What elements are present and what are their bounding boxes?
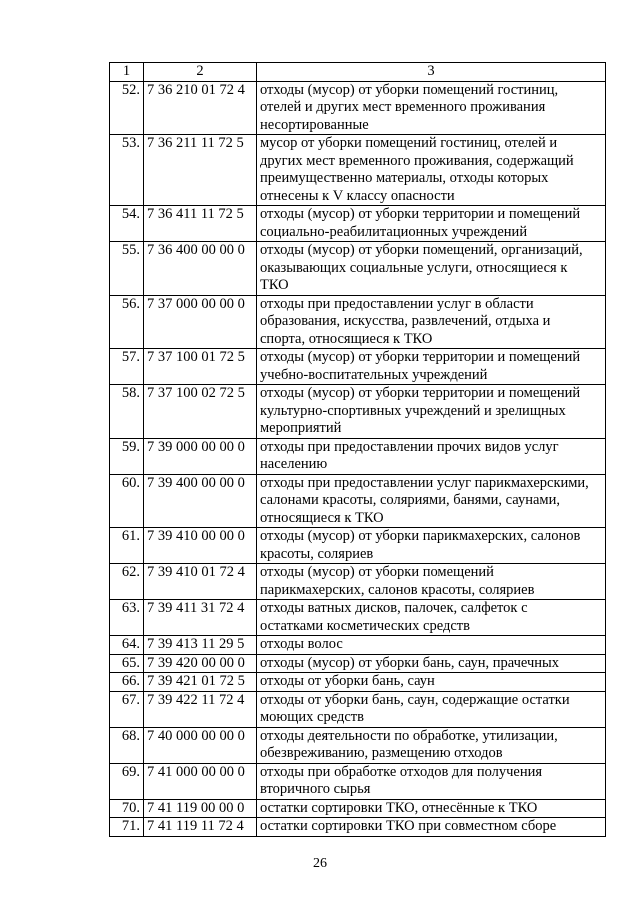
row-number: 69. bbox=[110, 763, 144, 799]
waste-code: 7 40 000 00 00 0 bbox=[144, 727, 257, 763]
description-line: оказывающих социальные услуги, относящиеся к bbox=[260, 259, 568, 276]
description-line: несортированные bbox=[260, 116, 369, 133]
description-line: отелей и других мест временного проживания bbox=[260, 99, 546, 115]
table-row bbox=[110, 691, 606, 727]
description-line: отходы при предоставлении услуг в области bbox=[260, 295, 534, 312]
row-number: 64. bbox=[110, 636, 144, 655]
table-row bbox=[110, 600, 606, 636]
table-row bbox=[110, 763, 606, 799]
waste-code: 7 41 119 00 00 0 bbox=[144, 799, 257, 818]
row-number: 52. bbox=[110, 81, 144, 135]
waste-code: 7 37 100 02 72 5 bbox=[144, 385, 257, 439]
waste-description bbox=[257, 81, 606, 135]
row-number: 70. bbox=[110, 799, 144, 818]
row-number: 59. bbox=[110, 438, 144, 474]
waste-description bbox=[257, 242, 606, 296]
waste-code: 7 41 000 00 00 0 bbox=[144, 763, 257, 799]
description-line: остатки сортировки ТКО при совместном сборе bbox=[260, 818, 557, 834]
table-row bbox=[110, 81, 606, 135]
description-line: относящиеся к ТКО bbox=[260, 509, 384, 526]
table-row bbox=[110, 242, 606, 296]
table-row bbox=[110, 673, 606, 692]
description-line: отходы от уборки бань, саун bbox=[260, 673, 435, 689]
description-line: моющих средств bbox=[260, 709, 364, 725]
table-row bbox=[110, 135, 606, 206]
table-row bbox=[110, 636, 606, 655]
description-line: отходы (мусор) от уборки бань, саун, прачечных bbox=[260, 654, 559, 671]
table-row bbox=[110, 564, 606, 600]
description-line: отходы волос bbox=[260, 636, 343, 652]
waste-code: 7 36 211 11 72 5 bbox=[144, 135, 257, 206]
waste-code: 7 36 411 11 72 5 bbox=[144, 206, 257, 242]
row-number: 55. bbox=[110, 242, 144, 296]
table-row bbox=[110, 295, 606, 349]
description-line: остатки сортировки ТКО, отнесённые к ТКО bbox=[260, 799, 538, 816]
description-line: парикмахерских, салонов красоты, соляриев bbox=[260, 581, 535, 598]
description-line: отходы деятельности по обработке, утилизации, bbox=[260, 727, 558, 744]
table-header-row bbox=[110, 63, 606, 82]
description-line: отходы (мусор) от уборки помещений, организаций, bbox=[260, 242, 583, 258]
description-line: отходы (мусор) от уборки территории и помещений bbox=[260, 385, 581, 401]
row-number: 57. bbox=[110, 349, 144, 385]
waste-code: 7 39 410 01 72 4 bbox=[144, 564, 257, 600]
waste-code: 7 37 000 00 00 0 bbox=[144, 295, 257, 349]
description-line: отходы (мусор) от уборки парикмахерских, салонов bbox=[260, 528, 581, 544]
description-line: мусор от уборки помещений гостиниц, отелей и bbox=[260, 135, 558, 151]
table-row bbox=[110, 528, 606, 564]
waste-code: 7 39 413 11 29 5 bbox=[144, 636, 257, 655]
row-number: 68. bbox=[110, 727, 144, 763]
description-line: отходы (мусор) от уборки помещений bbox=[260, 564, 494, 580]
header-col-2: 2 bbox=[144, 63, 257, 82]
waste-code: 7 39 000 00 00 0 bbox=[144, 438, 257, 474]
table-row bbox=[110, 799, 606, 818]
header-col-1: 1 bbox=[110, 63, 144, 82]
waste-description bbox=[257, 528, 606, 564]
waste-description bbox=[257, 474, 606, 528]
table-row bbox=[110, 818, 606, 837]
description-line: учебно-воспитательных учреждений bbox=[260, 366, 488, 383]
description-line: вторичного сырья bbox=[260, 781, 371, 797]
row-number: 65. bbox=[110, 654, 144, 673]
waste-description bbox=[257, 636, 606, 655]
description-line: отнесены к V классу опасности bbox=[260, 187, 455, 204]
waste-classification-table bbox=[109, 62, 606, 837]
description-line: отходы (мусор) от уборки территории и помещений bbox=[260, 206, 581, 222]
waste-description bbox=[257, 564, 606, 600]
row-number: 63. bbox=[110, 600, 144, 636]
waste-code: 7 39 410 00 00 0 bbox=[144, 528, 257, 564]
description-line: отходы (мусор) от уборки помещений гостиниц, bbox=[260, 81, 559, 98]
description-line: преимущественно материалы, отходы которых bbox=[260, 170, 549, 186]
waste-description bbox=[257, 654, 606, 673]
description-line: отходы при обработке отходов для получения bbox=[260, 763, 543, 780]
waste-description bbox=[257, 135, 606, 206]
description-line: обезвреживанию, размещению отходов bbox=[260, 745, 503, 761]
description-line: других мест временного проживания, содержащий bbox=[260, 152, 574, 169]
row-number: 71. bbox=[110, 818, 144, 837]
waste-description bbox=[257, 349, 606, 385]
waste-code: 7 39 422 11 72 4 bbox=[144, 691, 257, 727]
table-row bbox=[110, 438, 606, 474]
table-row bbox=[110, 474, 606, 528]
row-number: 61. bbox=[110, 528, 144, 564]
table-row bbox=[110, 385, 606, 439]
waste-description bbox=[257, 763, 606, 799]
description-line: остатками косметических средств bbox=[260, 617, 470, 634]
description-line: спорта, относящиеся к ТКО bbox=[260, 330, 433, 347]
waste-description bbox=[257, 691, 606, 727]
waste-description bbox=[257, 385, 606, 439]
waste-code: 7 39 420 00 00 0 bbox=[144, 654, 257, 673]
table-row bbox=[110, 349, 606, 385]
description-line: отходы от уборки бань, саун, содержащие остатки bbox=[260, 691, 570, 708]
description-line: отходы при предоставлении услуг парикмахерскими, bbox=[260, 474, 589, 491]
description-line: отходы (мусор) от уборки территории и помещений bbox=[260, 349, 581, 365]
row-number: 56. bbox=[110, 295, 144, 349]
description-line: социально-реабилитационных учреждений bbox=[260, 223, 528, 240]
row-number: 54. bbox=[110, 206, 144, 242]
row-number: 67. bbox=[110, 691, 144, 727]
description-line: населению bbox=[260, 456, 328, 472]
description-line: отходы ватных дисков, палочек, салфеток с bbox=[260, 600, 528, 616]
waste-description bbox=[257, 727, 606, 763]
description-line: культурно-спортивных учреждений и зрелищных bbox=[260, 402, 566, 419]
row-number: 60. bbox=[110, 474, 144, 528]
waste-code: 7 36 210 01 72 4 bbox=[144, 81, 257, 135]
description-line: мероприятий bbox=[260, 420, 342, 436]
waste-code: 7 39 400 00 00 0 bbox=[144, 474, 257, 528]
waste-code: 7 39 421 01 72 5 bbox=[144, 673, 257, 692]
page-number: 26 bbox=[313, 856, 327, 871]
row-number: 58. bbox=[110, 385, 144, 439]
description-line: салонами красоты, соляриями, банями, саунами, bbox=[260, 492, 560, 508]
waste-description bbox=[257, 600, 606, 636]
waste-code: 7 37 100 01 72 5 bbox=[144, 349, 257, 385]
row-number: 53. bbox=[110, 135, 144, 206]
waste-description bbox=[257, 673, 606, 692]
waste-code: 7 36 400 00 00 0 bbox=[144, 242, 257, 296]
row-number: 66. bbox=[110, 673, 144, 692]
waste-description bbox=[257, 799, 606, 818]
waste-code: 7 41 119 11 72 4 bbox=[144, 818, 257, 837]
waste-description bbox=[257, 206, 606, 242]
table-row bbox=[110, 654, 606, 673]
table-row bbox=[110, 727, 606, 763]
description-line: отходы при предоставлении прочих видов услуг bbox=[260, 438, 559, 455]
description-line: красоты, соляриев bbox=[260, 545, 374, 562]
waste-description bbox=[257, 438, 606, 474]
waste-code: 7 39 411 31 72 4 bbox=[144, 600, 257, 636]
waste-description bbox=[257, 295, 606, 349]
description-line: ТКО bbox=[260, 277, 289, 293]
description-line: образования, искусства, развлечений, отдыха и bbox=[260, 313, 551, 329]
row-number: 62. bbox=[110, 564, 144, 600]
table-row bbox=[110, 206, 606, 242]
header-col-3: 3 bbox=[257, 63, 606, 82]
waste-description bbox=[257, 818, 606, 837]
